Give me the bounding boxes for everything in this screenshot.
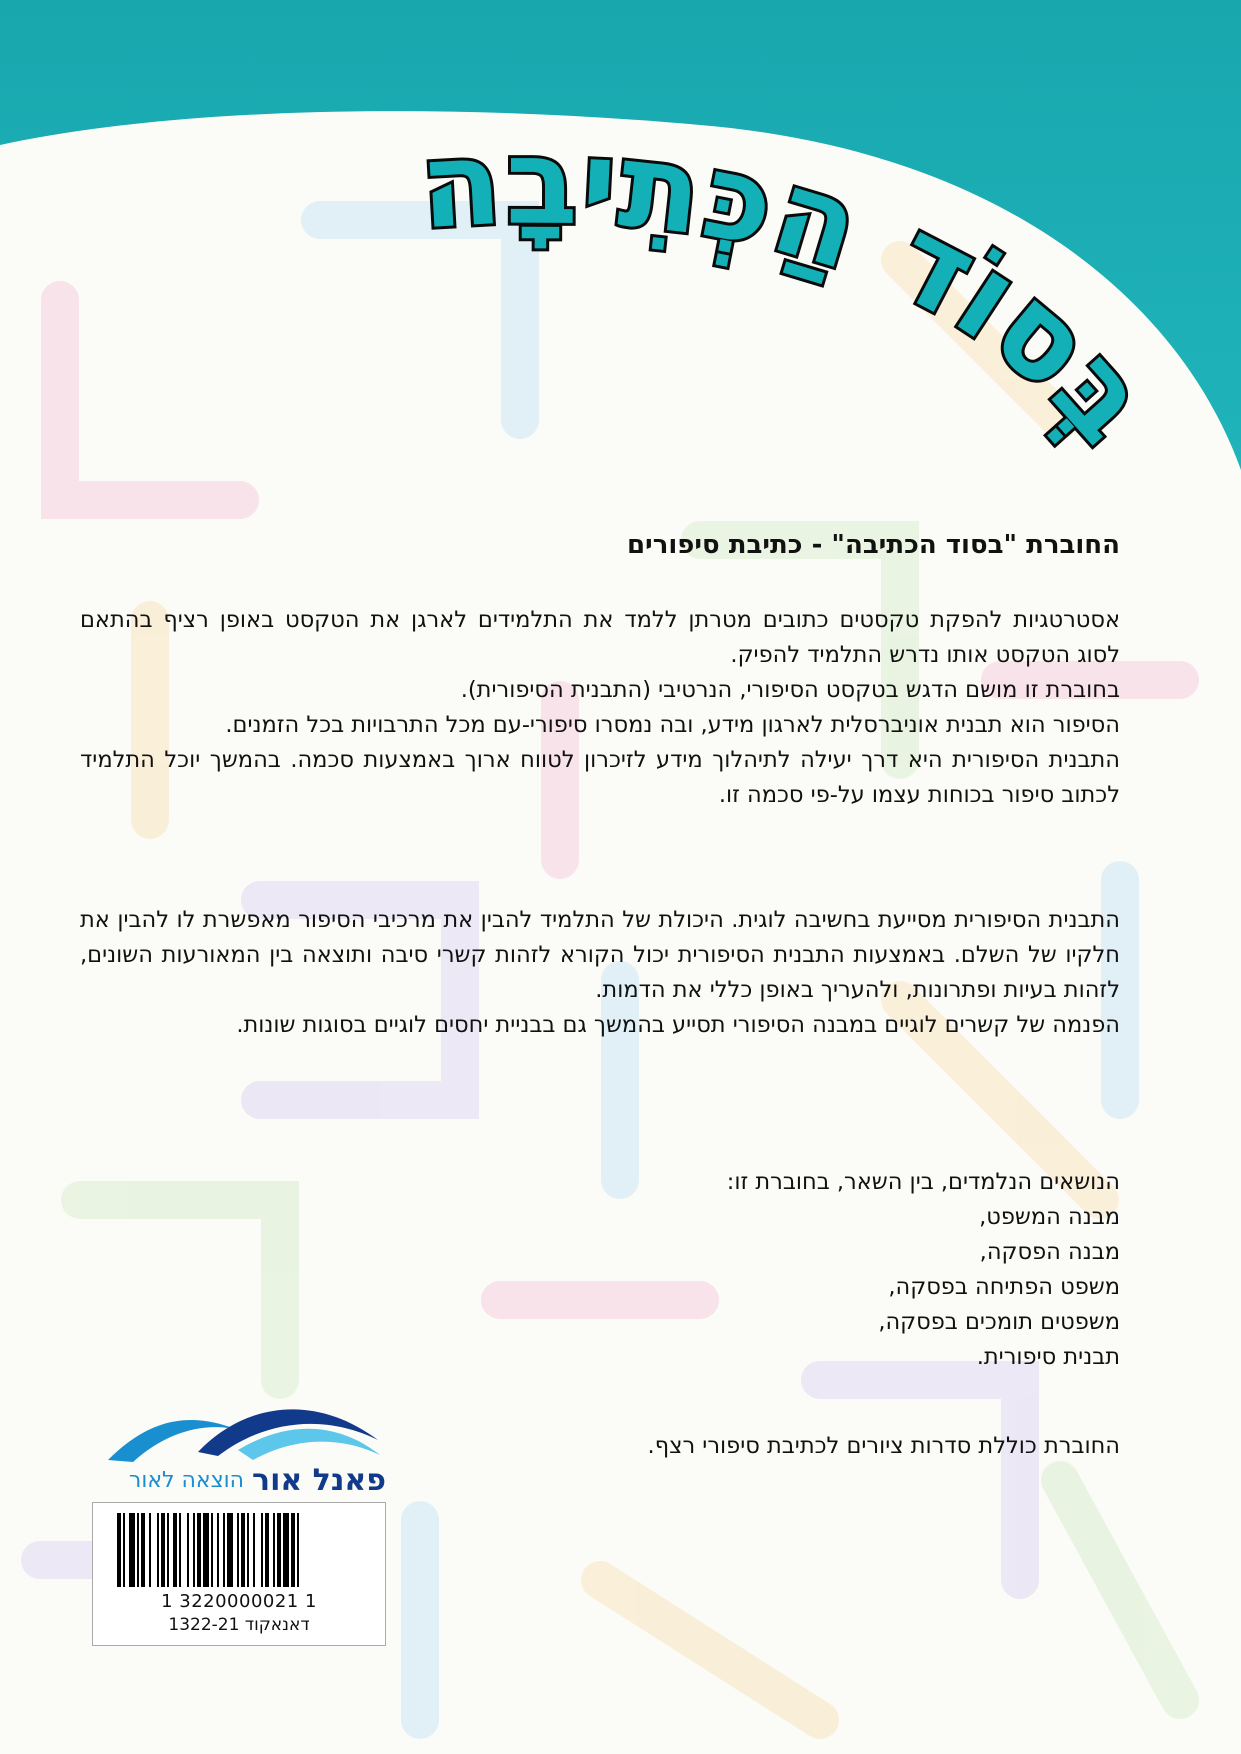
list-item: מבנה הפסקה, <box>979 1239 1120 1265</box>
description-block-1 <box>80 603 1120 813</box>
svg-text:בְּסוֹד הַכְּתִיבָה <box>416 113 1179 470</box>
publisher-tagline: הוצאה לאור <box>128 1467 245 1493</box>
closing-line: החוברת כוללת סדרות ציורים לכתיבת סיפורי רצף. <box>647 1433 1120 1459</box>
topics-section <box>727 1165 1120 1375</box>
list-item: מבנה המשפט, <box>979 1204 1120 1230</box>
barcode-number: 1 3220000021 1 <box>161 1591 317 1612</box>
paragraph: בחוברת זו מושם הדגש בטקסט הסיפורי, הנרטיבי (התבנית הסיפורית). <box>460 677 1120 703</box>
list-item: תבנית סיפורית. <box>976 1344 1120 1370</box>
list-item: משפטים תומכים בפסקה, <box>878 1309 1120 1335</box>
barcode-code: דאנאקוד 1322-21 <box>168 1615 310 1635</box>
paragraph: הסיפור הוא תבנית אוניברסלית לארגון מידע, ובה נמסרו סיפורי-עם מכל התרבויות בכל הזמנים. <box>225 712 1120 738</box>
paragraph: התבנית הסיפורית היא דרך יעילה לתיהלוך מידע לזיכרון לטווח ארוך באמצעות סכמה. בהמשך יוכל התלמיד לכתוב סיפור בכוחות עצמו על-פי סכמה זו. <box>80 747 1120 808</box>
cover-title-text: בְּסוֹד הַכְּתִיבָה <box>416 112 1180 470</box>
book-heading: החוברת "בסוד הכתיבה" - כתיבת סיפורים <box>626 530 1120 560</box>
barcode-bars-icon <box>93 1503 385 1587</box>
publisher-name: פאנל אור <box>252 1462 386 1498</box>
cover-title <box>0 0 1241 520</box>
paragraph: התבנית הסיפורית מסייעת בחשיבה לוגית. היכולת של התלמיד להבין את מרכיבי הסיפור מאפשרת לו להבין את חלקיו של השלם. באמצעות התבנית הסיפורית יכול הקורא לזהות קשרי סיבה ותוצאה בין המאורעות השונים, לזהות בעיות ופתרונות, ולהעריך באופן כללי את הדמות. <box>80 907 1120 1003</box>
topics-list <box>727 1200 1120 1375</box>
paragraph: אסטרטגיות להפקת טקסטים כתובים מטרתן ללמד את התלמידים לארגן את הטקסט באופן רציף בהתאם לסוג הטקסט אותו נדרש התלמיד להפיק. <box>80 607 1120 668</box>
description-block-2 <box>80 903 1120 1043</box>
list-item: משפט הפתיחה בפסקה, <box>888 1274 1120 1300</box>
barcode <box>92 1502 386 1646</box>
topics-intro: הנושאים הנלמדים, בין השאר, בחוברת זו: <box>726 1169 1120 1195</box>
paragraph: הפנמה של קשרים לוגיים במבנה הסיפורי תסייע בהמשך גם בבניית יחסים לוגיים בסוגות שונות. <box>236 1012 1120 1038</box>
publisher-logo <box>96 1460 386 1500</box>
